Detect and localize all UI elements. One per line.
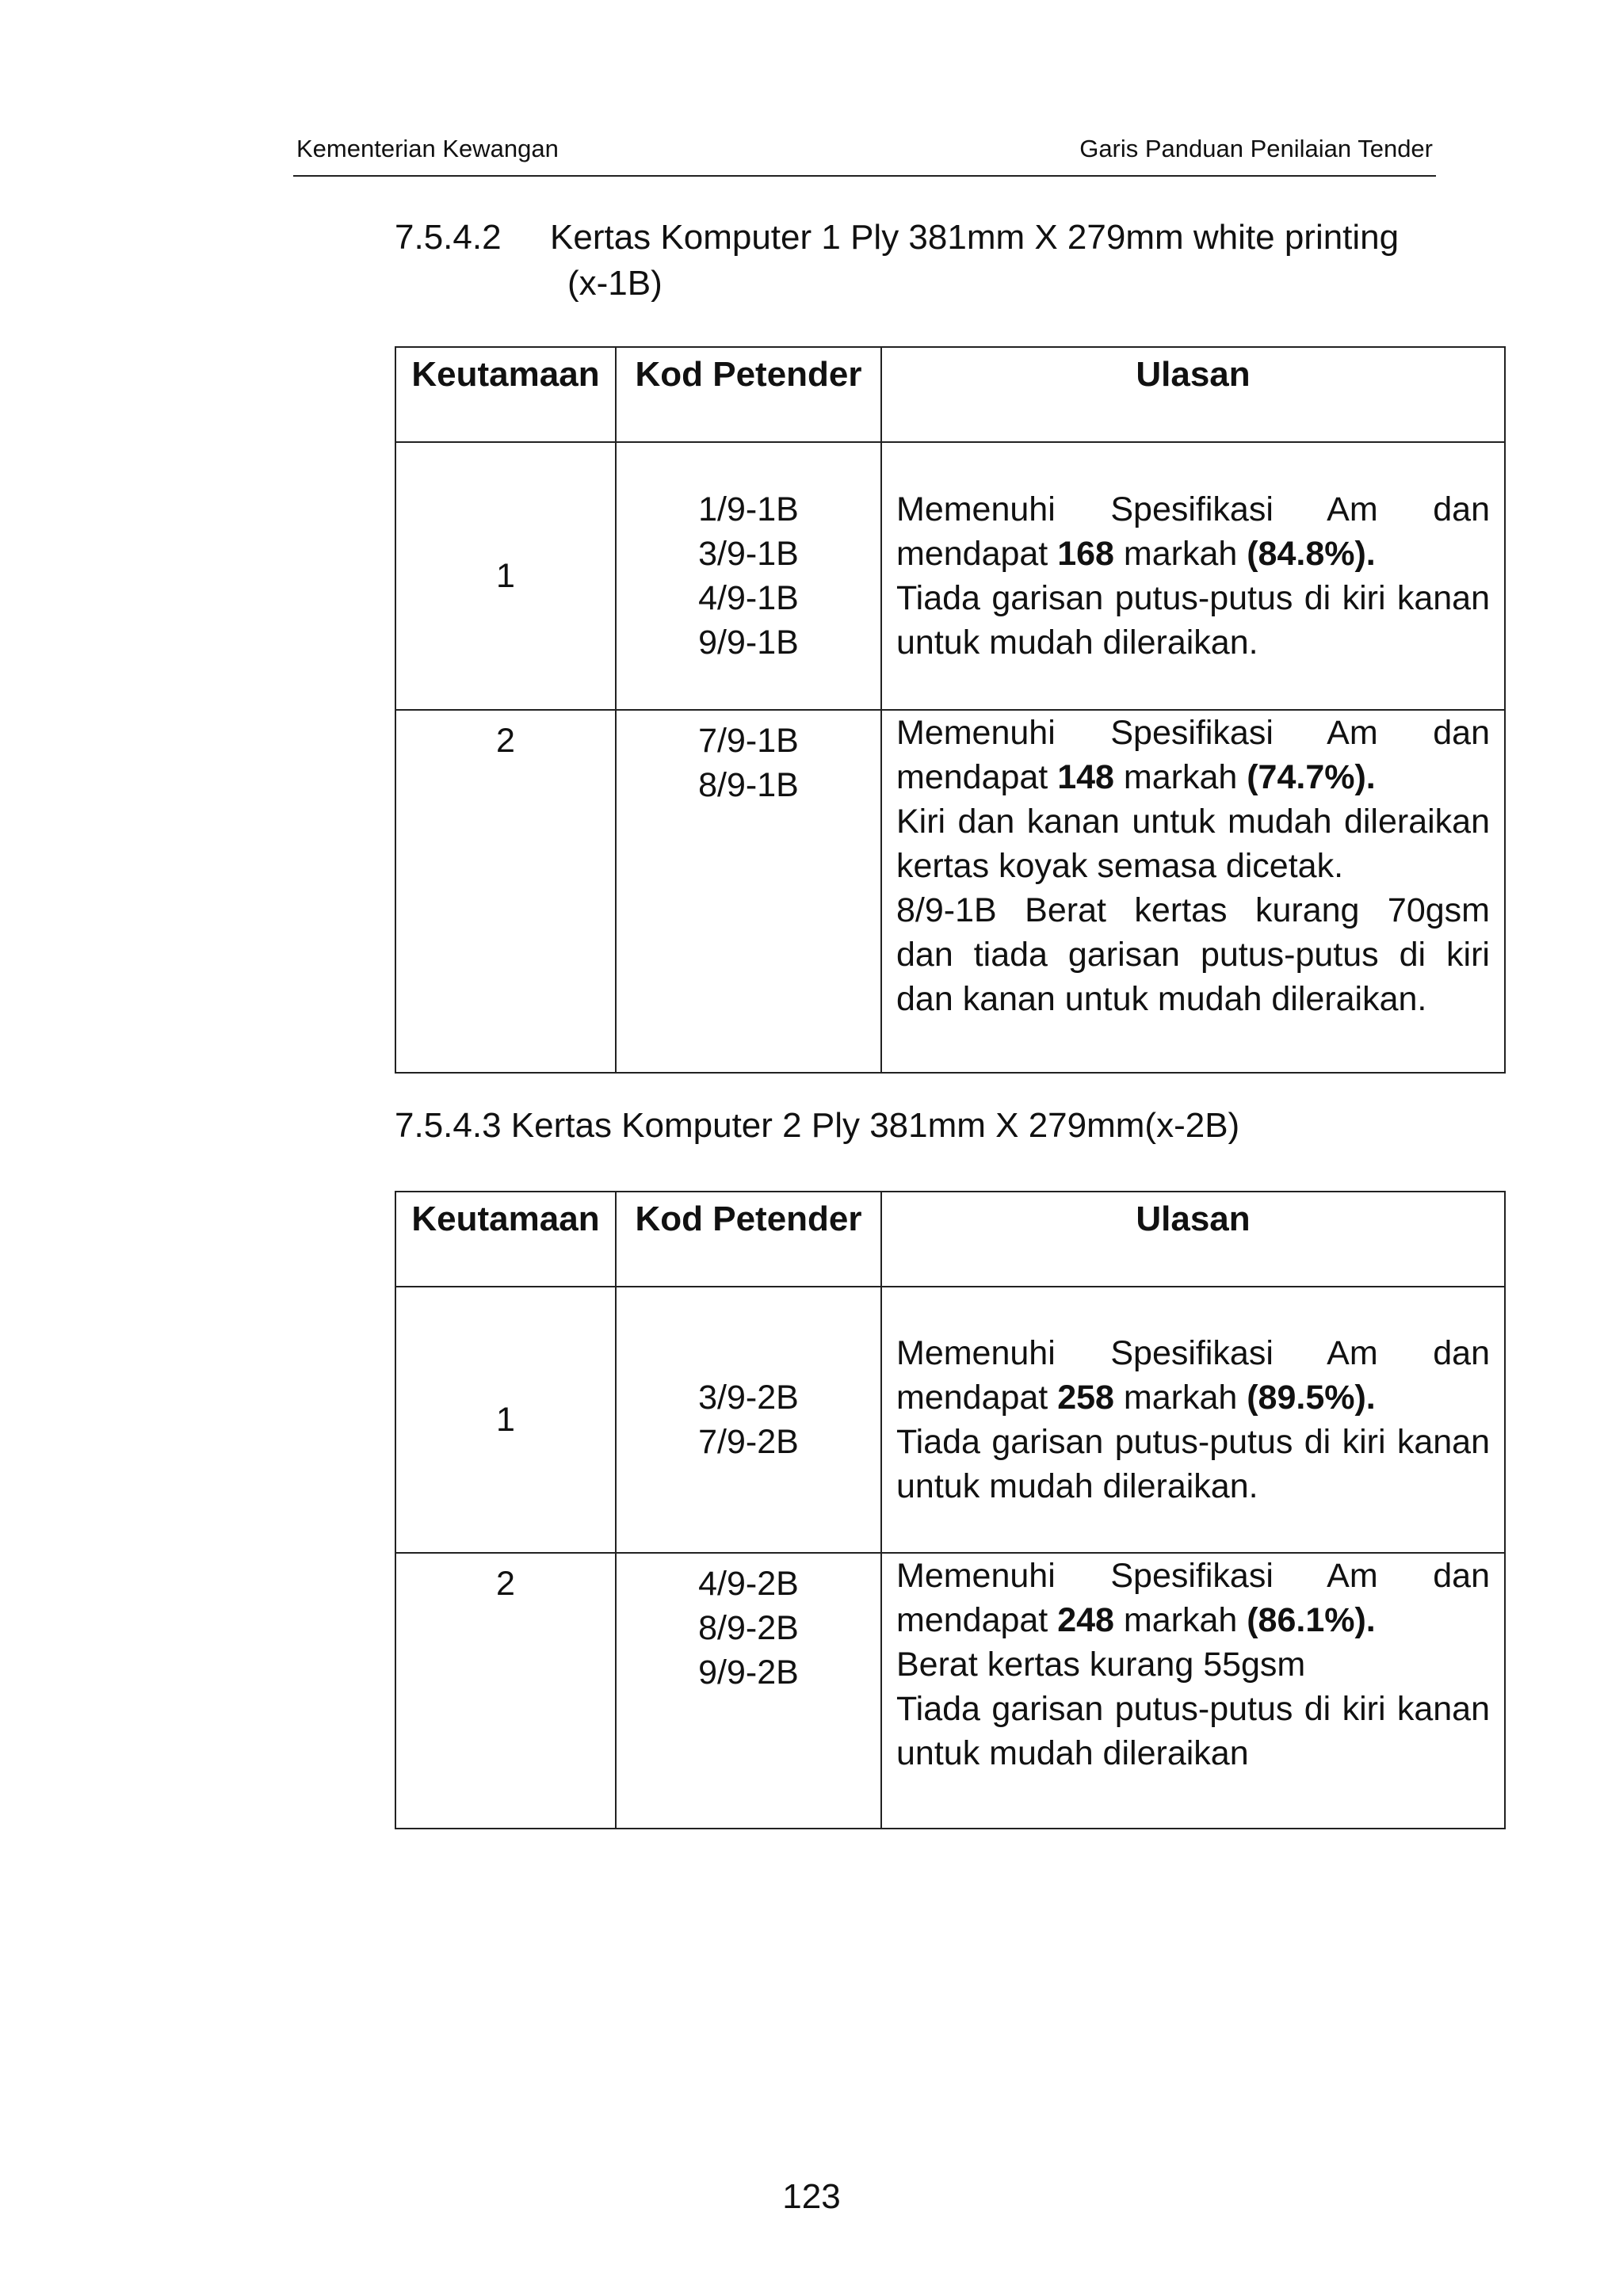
table-row: [395, 442, 1505, 710]
section-number: 7.5.4.2: [395, 218, 502, 257]
table-header-row: [395, 347, 1505, 442]
percent-value: (84.8%).: [1247, 535, 1376, 573]
section-title-code: (x-1B): [567, 264, 663, 303]
tenderer-code: 4/9-2B: [698, 1565, 799, 1603]
tenderer-code: 3/9-1B: [698, 535, 799, 573]
column-header-remark: Ulasan: [881, 1192, 1505, 1287]
remark-line: untuk mudah dileraikan: [896, 1734, 1249, 1772]
remark-line: Berat kertas kurang 55gsm: [896, 1646, 1306, 1684]
remark-score-line: [896, 1375, 1490, 1420]
remark-line: Tiada garisan putus-putus di kiri kanan: [896, 1423, 1490, 1461]
table-header-row: [395, 1192, 1505, 1287]
rank-cell: 1: [395, 442, 616, 710]
marks-value: 168: [1057, 535, 1114, 573]
remark-text: mendapat: [896, 1601, 1058, 1639]
remark-cell: [881, 1553, 1505, 1829]
remark-cell: [881, 710, 1505, 1073]
tenderer-code: 4/9-1B: [698, 579, 799, 617]
column-header-code: Kod Petender: [616, 347, 881, 442]
rank-cell: 2: [395, 1553, 616, 1829]
remark-score-line: [896, 532, 1490, 576]
percent-value: (74.7%).: [1247, 758, 1376, 796]
remark-line: dan tiada garisan putus-putus di kiri: [896, 936, 1490, 974]
evaluation-table-x-1b: [395, 346, 1506, 1074]
remark-cell: [881, 1287, 1505, 1553]
remark-line: Tiada garisan putus-putus di kiri kanan: [896, 1690, 1490, 1728]
remark-cell: [881, 442, 1505, 710]
remark-line: Kiri dan kanan untuk mudah dileraikan: [896, 803, 1490, 841]
header-rule: [293, 175, 1436, 177]
tenderer-code: 9/9-1B: [698, 624, 799, 662]
tenderer-code: 3/9-2B: [698, 1379, 799, 1417]
marks-value: 148: [1057, 758, 1114, 796]
tenderer-codes-cell: [616, 1553, 881, 1829]
header-document-title: Garis Panduan Penilaian Tender: [1079, 135, 1433, 162]
section-title-7-5-4-2: [395, 215, 1399, 307]
remark-line: 8/9-1B Berat kertas kurang 70gsm: [896, 891, 1490, 929]
remark-score-line: [896, 755, 1490, 799]
tenderer-codes-cell: [616, 442, 881, 710]
remark-line: Memenuhi Spesifikasi Am dan: [896, 1334, 1490, 1372]
column-header-rank: Keutamaan: [395, 347, 616, 442]
header-ministry: Kementerian Kewangan: [296, 135, 559, 162]
remark-score-line: [896, 1598, 1490, 1642]
marks-value: 258: [1057, 1379, 1114, 1417]
remark-line: kertas koyak semasa dicetak.: [896, 847, 1344, 885]
marks-value: 248: [1057, 1601, 1114, 1639]
tenderer-codes-cell: [616, 710, 881, 1073]
remark-text: markah: [1113, 758, 1247, 796]
table-row: [395, 1287, 1505, 1553]
column-header-rank: Keutamaan: [395, 1192, 616, 1287]
remark-line: Memenuhi Spesifikasi Am dan: [896, 714, 1490, 752]
tenderer-code: 7/9-2B: [698, 1423, 799, 1461]
remark-line: untuk mudah dileraikan.: [896, 1467, 1258, 1505]
section-title-7-5-4-3: 7.5.4.3 Kertas Komputer 2 Ply 381mm X 279mm(x-2B): [395, 1106, 1240, 1145]
remark-text: mendapat: [896, 758, 1058, 796]
page-number: 123: [782, 2177, 841, 2216]
remark-line: Tiada garisan putus-putus di kiri kanan: [896, 579, 1490, 617]
tenderer-code: 8/9-2B: [698, 1609, 799, 1647]
section-title-text: Kertas Komputer 1 Ply 381mm X 279mm white printing: [550, 218, 1400, 257]
column-header-code: Kod Petender: [616, 1192, 881, 1287]
rank-cell: 2: [395, 710, 616, 1073]
percent-value: (86.1%).: [1247, 1601, 1376, 1639]
remark-line: Memenuhi Spesifikasi Am dan: [896, 490, 1490, 528]
remark-text: markah: [1113, 1601, 1247, 1639]
remark-line: Memenuhi Spesifikasi Am dan: [896, 1557, 1490, 1595]
remark-text: markah: [1113, 1379, 1247, 1417]
remark-line: dan kanan untuk mudah dileraikan.: [896, 980, 1427, 1018]
remark-text: mendapat: [896, 1379, 1058, 1417]
rank-cell: 1: [395, 1287, 616, 1553]
page-header: [293, 132, 1436, 171]
tenderer-code: 8/9-1B: [698, 766, 799, 804]
remark-line: untuk mudah dileraikan.: [896, 624, 1258, 662]
evaluation-table-x-2b: [395, 1191, 1506, 1829]
percent-value: (89.5%).: [1247, 1379, 1376, 1417]
tenderer-code: 9/9-2B: [698, 1653, 799, 1691]
table-row: [395, 1553, 1505, 1829]
tenderer-code: 7/9-1B: [698, 722, 799, 760]
remark-text: markah: [1113, 535, 1247, 573]
column-header-remark: Ulasan: [881, 347, 1505, 442]
table-row: [395, 710, 1505, 1073]
tenderer-code: 1/9-1B: [698, 490, 799, 528]
tenderer-codes-cell: [616, 1287, 881, 1553]
remark-text: mendapat: [896, 535, 1058, 573]
